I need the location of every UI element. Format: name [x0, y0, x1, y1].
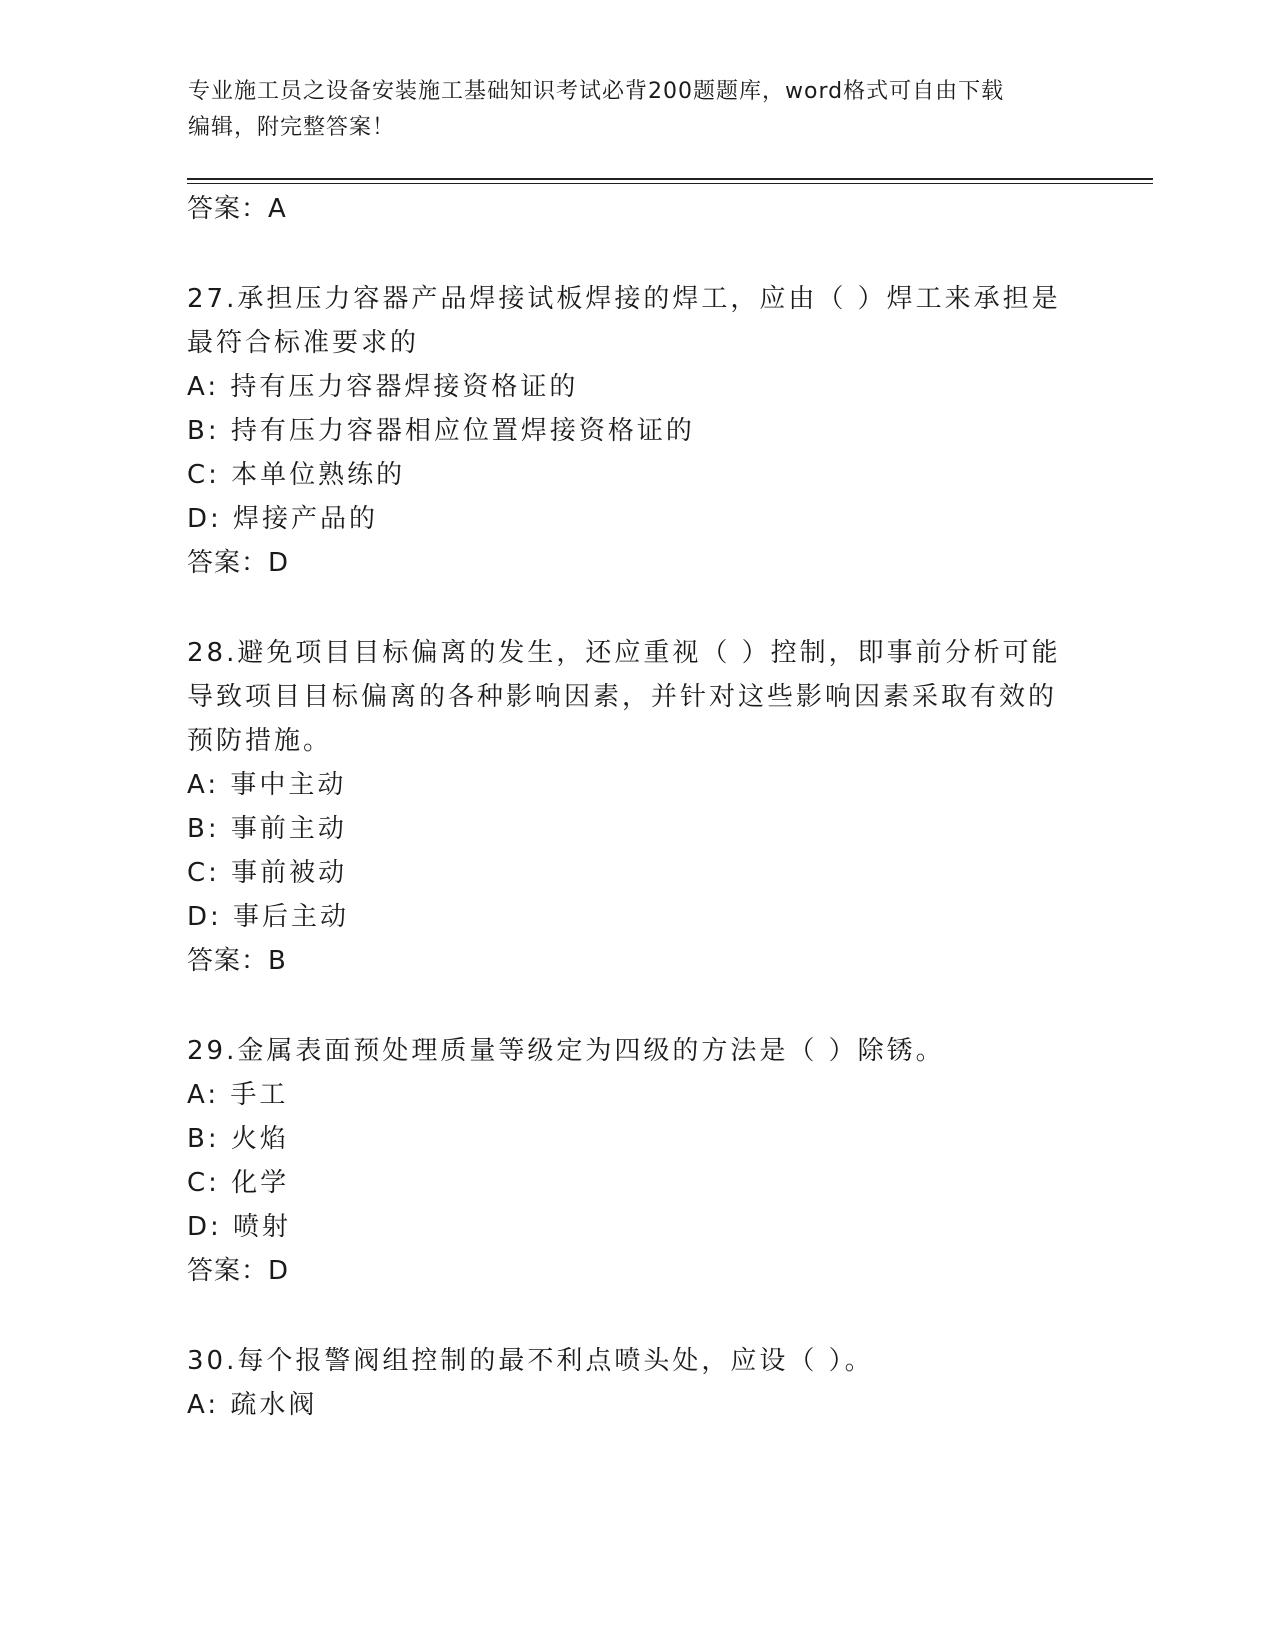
q27-stem-line-1: 27.承担压力容器产品焊接试板焊接的焊工，应由（ ）焊工来承担是 [187, 284, 1061, 314]
q27-option-d: D: 焊接产品的 [187, 504, 379, 534]
q28-answer: 答案：B [187, 946, 287, 976]
q28-stem-line-3: 预防措施。 [187, 726, 333, 756]
q30-stem-line-1: 30.每个报警阀组控制的最不利点喷头处，应设（ ）。 [187, 1346, 874, 1376]
answer-previous: 答案：A [187, 194, 287, 224]
q29-option-b: B: 火焰 [187, 1124, 289, 1154]
q30-option-a: A: 疏水阀 [187, 1390, 318, 1420]
q27-option-b: B: 持有压力容器相应位置焊接资格证的 [187, 416, 695, 446]
q28-stem-line-1: 28.避免项目目标偏离的发生，还应重视（ ）控制，即事前分析可能 [187, 638, 1061, 668]
q29-option-d: D: 喷射 [187, 1212, 292, 1242]
q28-option-d: D: 事后主动 [187, 902, 350, 932]
q29-option-c: C: 化学 [187, 1168, 290, 1198]
q29-option-a: A: 手工 [187, 1080, 289, 1110]
header-rule-thick [187, 178, 1153, 180]
header-rule-thin [187, 183, 1153, 184]
q27-stem-line-2: 最符合标准要求的 [187, 328, 420, 358]
q28-option-a: A: 事中主动 [187, 770, 347, 800]
header-line-1: 专业施工员之设备安装施工基础知识考试必背200题题库，word格式可自由下载 [188, 79, 1005, 104]
q28-option-c: C: 事前被动 [187, 858, 348, 888]
q27-option-a: A: 持有压力容器焊接资格证的 [187, 372, 579, 402]
q27-option-c: C: 本单位熟练的 [187, 460, 406, 490]
q29-answer: 答案：D [187, 1256, 290, 1286]
q29-stem-line-1: 29.金属表面预处理质量等级定为四级的方法是（ ）除锈。 [187, 1036, 945, 1066]
header-line-2: 编辑，附完整答案！ [188, 115, 396, 140]
q27-answer: 答案：D [187, 548, 290, 578]
q28-option-b: B: 事前主动 [187, 814, 347, 844]
q28-stem-line-2: 导致项目目标偏离的各种影响因素，并针对这些影响因素采取有效的 [187, 682, 1058, 712]
document-header [188, 74, 1088, 146]
